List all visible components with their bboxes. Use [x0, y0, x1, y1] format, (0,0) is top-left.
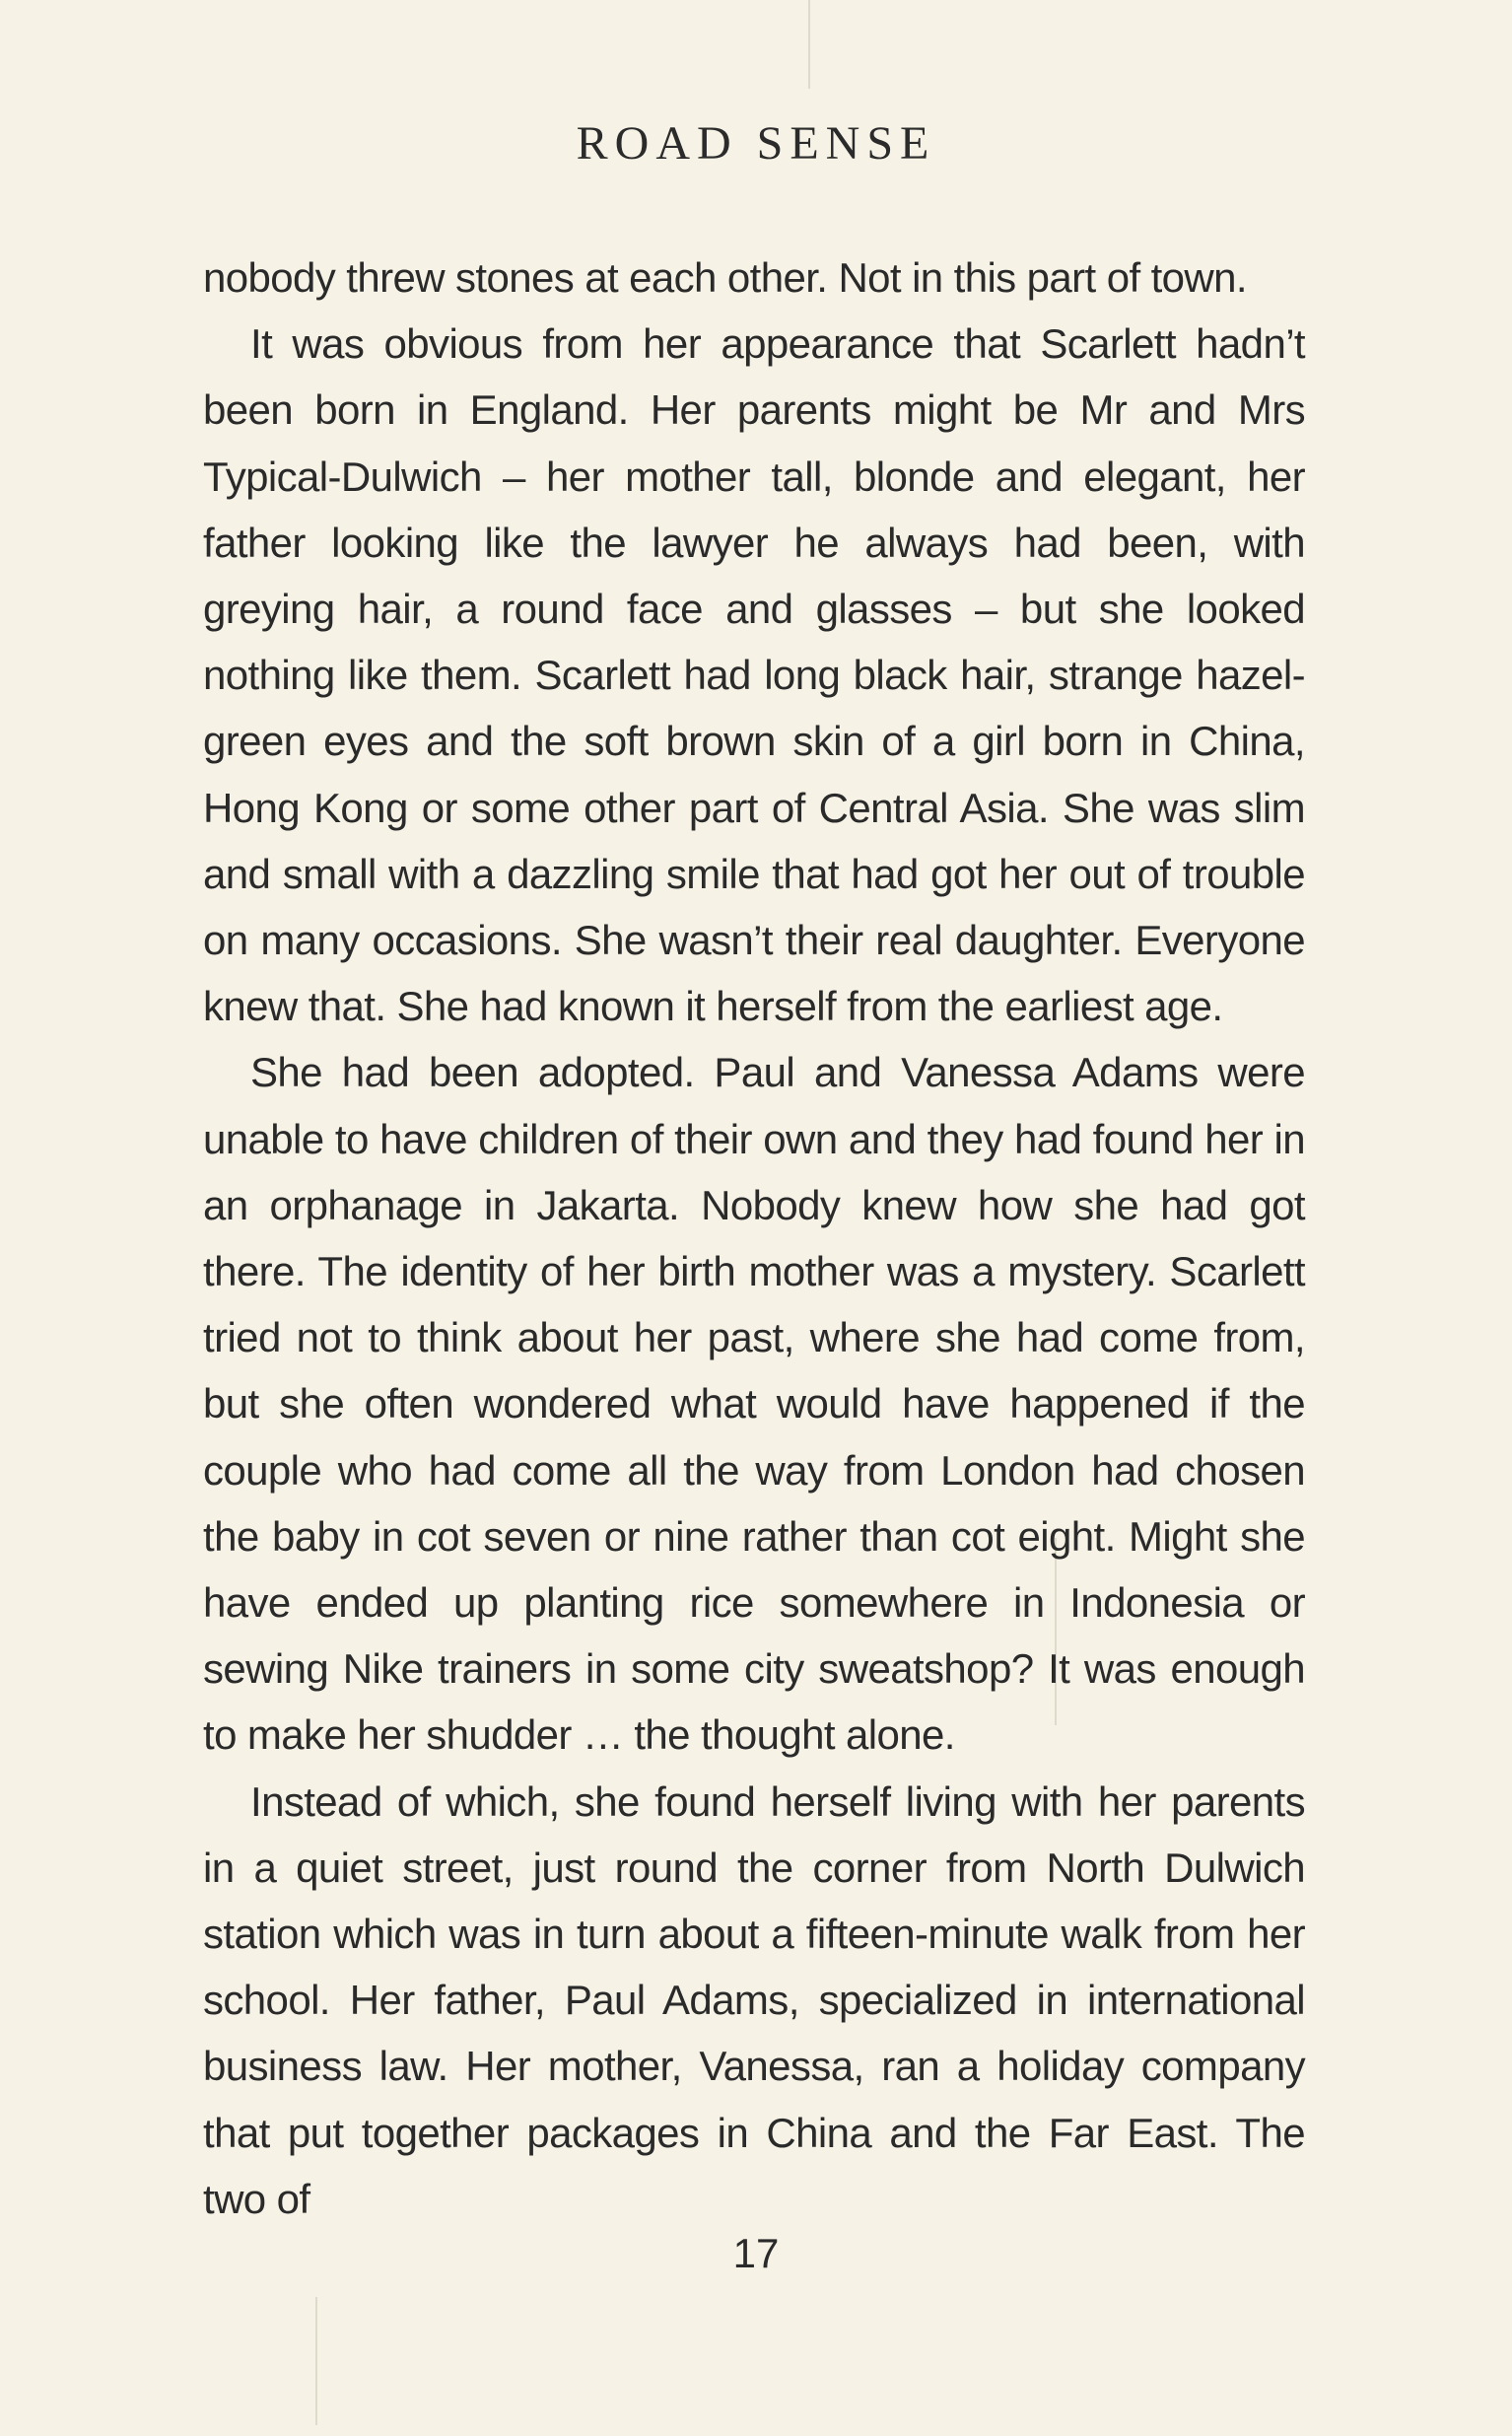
body-text — [203, 244, 1305, 2232]
paragraph: Instead of which, she found herself living with her parents in a quiet street, just round the corner from North Dulwich station which was in turn about a fifteen-minute walk from her school. Her father, Paul Adams, specialized in international business law. Her mother, Vanessa, ran a holiday company that put together packages in China and the Far East. The two of — [203, 1777, 1305, 2222]
running-head: ROAD SENSE — [576, 117, 936, 170]
page-number: 17 — [732, 2230, 780, 2276]
paragraph: She had been adopted. Paul and Vanessa Adams were unable to have children of their own and they had found her in an orphanage in Jakarta. Nobody knew how she had got there. The identity of her birth mother was a mystery. Scarlett tried not to think about her past, where she had come from, but she often wondered what would have happened if the couple who had come all the way from London had chosen the baby in cot seven or nine rather than cot eight. Might she have ended up planting rice somewhere in Indonesia or sewing Nike trainers in some city sweatshop? It was enough to make her shudder … the thought alone. — [203, 1049, 1305, 1759]
scan-mark — [315, 2297, 317, 2425]
scan-mark — [808, 0, 810, 89]
paragraph: nobody threw stones at each other. Not in this part of town. — [203, 254, 1247, 301]
paragraph: It was obvious from her appearance that Scarlett hadn’t been born in England. Her parents might be Mr and Mrs Typical-Dulwich – her mother tall, blonde and elegant, her father looking like the lawyer he always had been, with greying hair, a round face and glasses – but she looked nothing like them. Scarlett had long black hair, strange hazel-green eyes and the soft brown skin of a girl born in China, Hong Kong or some other part of Central Asia. She was slim and small with a dazzling smile that had got her out of trouble on many occasions. She wasn’t their real daughter. Everyone knew that. She had known it herself from the earliest age. — [203, 320, 1305, 1030]
